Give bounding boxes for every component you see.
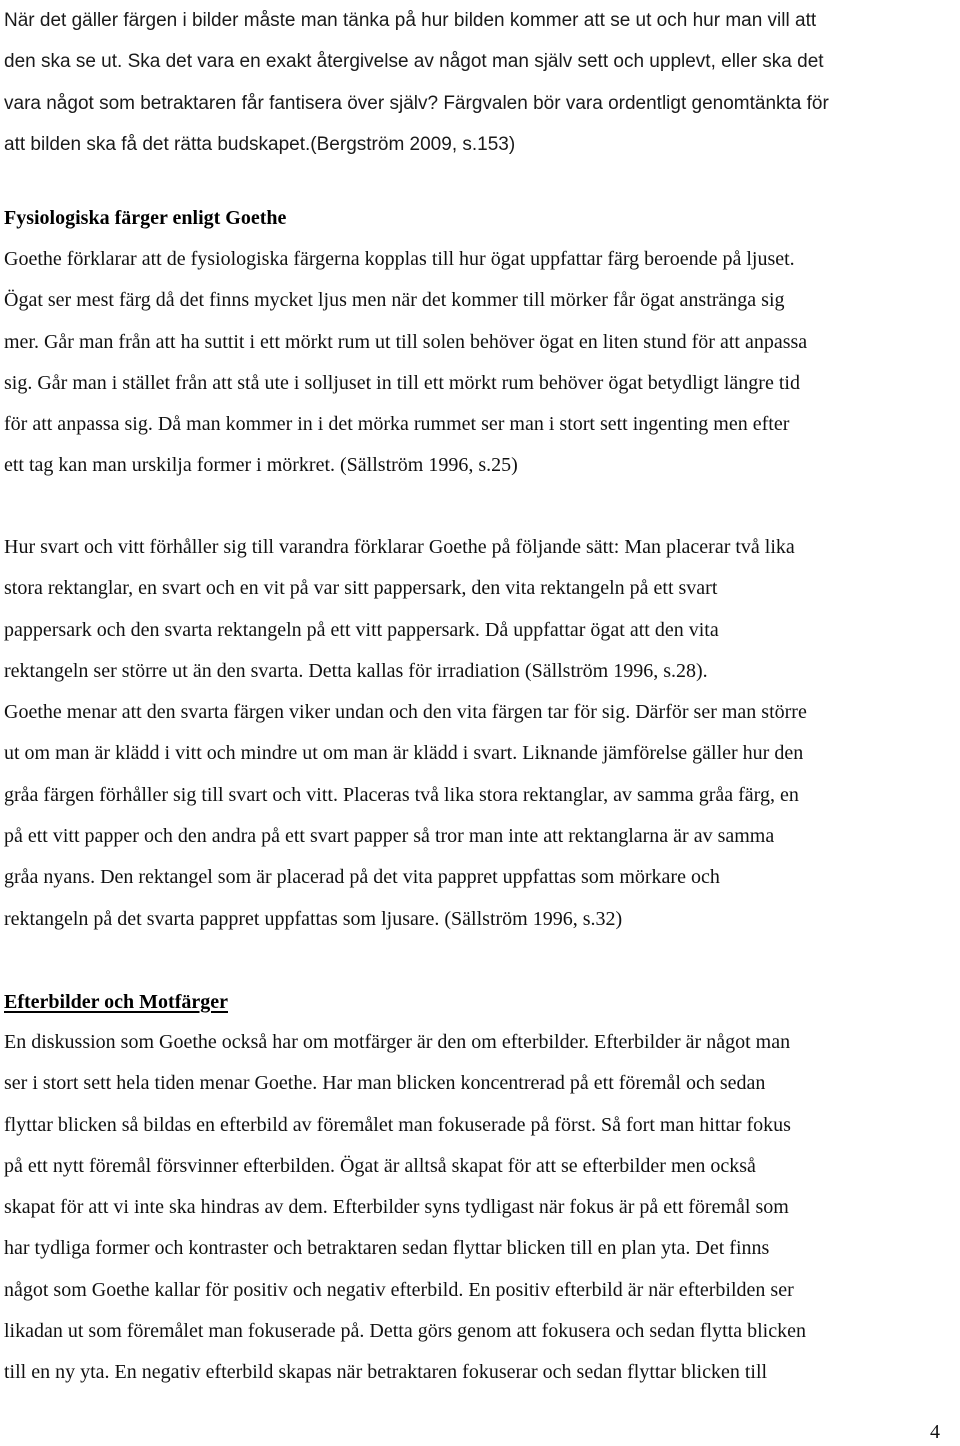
- section-heading-text: Efterbilder och Motfärger: [4, 991, 228, 1013]
- intro-paragraph: [4, 0, 956, 165]
- paragraph-line: mer. Går man från att ha suttit i ett mörkt rum ut till solen behöver ögat en liten stund för att anpassa: [4, 330, 808, 353]
- paragraph-line: likadan ut som föremålet man fokuserade på. Detta görs genom att fokusera och sedan flytta blicken: [4, 1320, 806, 1343]
- paragraph-line: pappersark och den svarta rektangeln på ett vitt pappersark. Då uppfattar ögat att den vita: [4, 618, 719, 641]
- section1-paragraph-1: [4, 239, 956, 487]
- paragraph-line: ut om man är klädd i vitt och mindre ut om man är klädd i svart. Liknande jämförelse gäller hur den: [4, 742, 804, 765]
- paragraph-line: Hur svart och vitt förhåller sig till varandra förklarar Goethe på följande sätt: Man placerar två lika: [4, 536, 795, 558]
- intro-line: vara något som betraktaren får fantisera över själv? Färgvalen bör vara ordentligt genomtänkta för: [4, 92, 829, 114]
- paragraph-line: något som Goethe kallar för positiv och negativ efterbild. En positiv efterbild är när efterbilden ser: [4, 1278, 794, 1301]
- page-number: 4: [930, 1421, 940, 1443]
- paragraph-line: ser i stort sett hela tiden menar Goethe. Har man blicken koncentrerad på ett föremål och sedan: [4, 1072, 766, 1095]
- paragraph-line: gråa färgen förhåller sig till svart och vitt. Placeras två lika stora rektanglar, av samma gråa färg, en: [4, 783, 799, 806]
- paragraph-line: flyttar blicken så bildas en efterbild av föremålet man fokuserade på först. Så fort man hittar fokus: [4, 1113, 791, 1136]
- paragraph-line: stora rektanglar, en svart och en vit på var sitt pappersark, den vita rektangeln på ett svart: [4, 577, 718, 600]
- section-heading-efterbilder: [4, 987, 956, 1017]
- paragraph-line: Ögat ser mest färg då det finns mycket ljus men när det kommer till mörker får ögat anstränga sig: [4, 289, 785, 312]
- intro-line: När det gäller färgen i bilder måste man tänka på hur bilden kommer att se ut och hur man vill att: [4, 10, 817, 31]
- paragraph-line: sig. Går man i stället från att stå ute i solljuset in till ett mörkt rum behöver ögat betydligt längre tid: [4, 371, 800, 394]
- paragraph-line: En diskussion som Goethe också har om motfärger är den om efterbilder. Efterbilder är något man: [4, 1031, 791, 1053]
- intro-line: den ska se ut. Ska det vara en exakt återgivelse av något man själv sett och upplevt, eller ska det: [4, 51, 824, 73]
- section-heading-fysiologiska: Fysiologiska färger enligt Goethe: [4, 207, 287, 229]
- paragraph-line: Goethe förklarar att de fysiologiska färgerna kopplas till hur ögat uppfattar färg beroende på ljuset.: [4, 248, 795, 270]
- section2-paragraph: [4, 1022, 956, 1394]
- paragraph-line: på ett vitt papper och den andra på ett svart papper så tror man inte att rektanglarna är av samma: [4, 825, 775, 848]
- paragraph-line: skapat för att vi inte ska hindras av dem. Efterbilder syns tydligast när fokus är på ett föremål som: [4, 1196, 789, 1219]
- section1-paragraph-2: [4, 527, 956, 940]
- paragraph-line: gråa nyans. Den rektangel som är placerad på det vita pappret uppfattas som mörkare och: [4, 866, 720, 889]
- intro-line: att bilden ska få det rätta budskapet.(Bergström 2009, s.153): [4, 133, 516, 155]
- paragraph-line: har tydliga former och kontraster och betraktaren sedan flyttar blicken till en plan yta. Det finns: [4, 1237, 770, 1260]
- paragraph-line: på ett nytt föremål försvinner efterbilden. Ögat är alltså skapat för att se efterbilder men också: [4, 1154, 756, 1177]
- paragraph-line: rektangeln ser större ut än den svarta. Detta kallas för irradiation (Sällström 1996, s.28).: [4, 659, 708, 682]
- paragraph-line: till en ny yta. En negativ efterbild skapas när betraktaren fokuserar och sedan flyttar blicken till: [4, 1361, 768, 1384]
- paragraph-line: rektangeln på det svarta pappret uppfattas som ljusare. (Sällström 1996, s.32): [4, 907, 623, 930]
- paragraph-line: ett tag kan man urskilja former i mörkret. (Sällström 1996, s.25): [4, 454, 518, 477]
- paragraph-line: för att anpassa sig. Då man kommer in i det mörka rummet ser man i stort sett ingenting men efter: [4, 413, 790, 436]
- paragraph-line: Goethe menar att den svarta färgen viker undan och den vita färgen tar för sig. Därför ser man större: [4, 701, 807, 724]
